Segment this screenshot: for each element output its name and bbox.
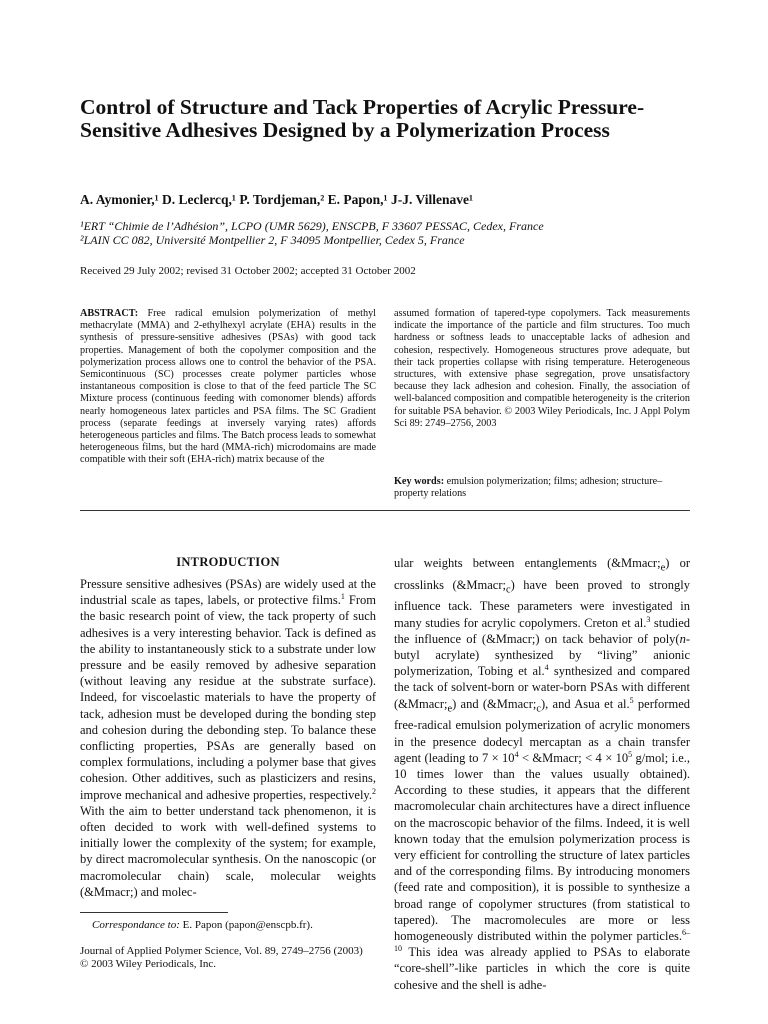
correspondence-note xyxy=(92,919,313,931)
col2-text-12: This idea was already applied to PSAs to elaborate “core-shell”-like particles in which the core is quite cohesive and the shell is adhe- xyxy=(394,945,690,992)
citation-2: 2 xyxy=(372,786,376,796)
journal-citation xyxy=(80,945,376,971)
abstract-column-2: assumed formation of tapered-type copolymers. Tack measurements indicate the importance of the particle and film structures. Too much hardness or softness leads to unacceptable lacks of adhesion and cohesion, respectively. Homogeneous structures prove adequate, but their tack properties collapse with rising temperature. Heterogeneous structures, with extensive phase segregation, prove unsatisfactory because they lack adhesion and cohesion. Finally, the association of well-balanced composition and compatible heterogeneity is the criterion for suitable PSA behavior. © 2003 Wiley Periodicals, Inc. J Appl Polym Sci 89: 2749–2756, 2003 xyxy=(394,308,690,429)
affiliation-1: ¹ERT “Chimie de l’Adhésion”, LCPO (UMR 5629), ENSCPB, F 33607 PESSAC, Cedex, France xyxy=(80,219,544,233)
body-column-1 xyxy=(80,576,376,900)
abstract-text-1: Free radical emulsion polymerization of methyl methacrylate (MMA) and 2-ethylhexyl acrylate (EHA) results in the synthesis of pressure-sensitive adhesives (PSAs) with good tack properties. Management of both the copolymer composition and the polymerization process allows one to control the behavior of the PSA. Semicontinuous (SC) processes create polymer particles whose instantaneous composition is close to that of the feed particle The SC Mixture process (continuous feeding with comonomer blends) affords nearly homogeneous latex particles and PSA films. The SC Gradient process (separate feedings at inversely varying rates) affords heterogeneous particles and films. The Batch process leads to somewhat heterogeneous films, but the hard (MMA-rich) microdomains are made compatible with their soft (EHA-rich) matrix because of the xyxy=(80,308,376,466)
keywords-text: emulsion polymerization; films; adhesion; structure–property relations xyxy=(394,476,663,500)
col2-text-6: synthesized and compared the tack of solvent-born or water-born PSAs with different (&Mmacr; xyxy=(394,664,690,711)
citation-5: 5 xyxy=(629,695,634,705)
col1-text-3: With the aim to better understand tack phenomenon, it is often decided to work with well-defined systems to initially lower the complexity of the system; for example, by direct macromolecular synthesis. On the nanoscopic (or macromolecular chain) scale, molecular weights (&Mmacr;) and molec- xyxy=(80,803,376,899)
journal-line-1: Journal of Applied Polymer Science, Vol. 89, 2749–2756 (2003) xyxy=(80,945,363,957)
subscript-c-2: c xyxy=(536,703,541,715)
author-list: A. Aymonier,¹ D. Leclercq,¹ P. Tordjeman,² E. Papon,¹ J-J. Villenave¹ xyxy=(80,192,473,207)
italic-n: n xyxy=(679,631,686,646)
col2-text-10: < &Mmacr; < 4 × 10 xyxy=(518,750,629,765)
keywords-label: Key words: xyxy=(394,476,445,487)
affiliations xyxy=(80,219,700,247)
subscript-e-1: e xyxy=(660,562,666,574)
citation-3: 3 xyxy=(646,614,651,624)
citation-6-10: 6–10 xyxy=(394,927,690,954)
body-column-2 xyxy=(394,555,690,993)
abstract-label: ABSTRACT: xyxy=(80,308,139,319)
citation-1: 1 xyxy=(340,592,345,602)
correspondence-label: Correspondance to: xyxy=(92,919,180,931)
col1-text-2: From the basic research point of view, the tack property of such adhesives is a very interesting behavior. Tack is defined as the ability to instantaneously stick to a substrate under low pressure and be easily removed by adhesive separation (without leaving any residue at the substrate surface). Indeed, for viscoelastic materials to have the property of tack, adhesion must be developed during the bonding step and cohesion during the debonding step. To balance these conflicting properties, PSAs are generally based on complex formulations, including a polymer base that gives cohesion. Other additives, such as plasticizers and resins, improve mechanical and adhesive properties, respectively. xyxy=(80,593,376,802)
citation-4: 4 xyxy=(544,663,549,673)
col2-text-3: ) have been proved to strongly influence tack. These parameters were investigated in many studies for acrylic copolymers. Creton et al. xyxy=(394,577,690,630)
keywords-block xyxy=(394,476,690,501)
exponent-5: 5 xyxy=(628,749,633,759)
col2-text-9: performed free-radical emulsion polymerization of acrylic monomers in the presence dodecyl mercaptan as a chain transfer agent (leading to 7 × 10 xyxy=(394,696,690,765)
correspondence-text: E. Papon (papon@enscpb.fr). xyxy=(182,919,313,931)
abstract-column-1 xyxy=(80,308,376,467)
subscript-c-1: c xyxy=(505,584,511,596)
section-divider xyxy=(80,510,690,511)
col2-text-8: ), and Asua et al. xyxy=(540,696,630,711)
col2-text-1: ular weights between entanglements (&Mmacr; xyxy=(394,556,661,570)
journal-line-2: © 2003 Wiley Periodicals, Inc. xyxy=(80,958,217,970)
article-title: Control of Structure and Tack Properties of Acrylic Pressure-Sensitive Adhesives Designed by a Polymerization Process xyxy=(80,95,645,142)
col2-text-2: ) or crosslinks (&Mmacr; xyxy=(394,556,690,592)
exponent-4: 4 xyxy=(514,749,519,759)
affiliation-2: ²LAIN CC 082, Université Montpellier 2, F 34095 Montpellier, Cedex 5, France xyxy=(80,233,465,247)
footnote-divider xyxy=(80,912,228,913)
col2-text-4: studied the influence of (&Mmacr;) on tack behavior of poly( xyxy=(394,615,690,646)
col2-text-7: ) and (&Mmacr; xyxy=(452,696,537,711)
col2-text-11: g/mol; i.e., 10 times lower than the values usually obtained). According to these studies, it appears that the different macromolecular chain architectures have a direct influence on the macroscopic behavior of the films. Indeed, it is well known today that the emulsion polymerization process is very efficient for controlling the structure of latex particles and of the corresponding films. By introducing monomers (feed rate and composition), it is possible to synthesize a broad range of copolymer structures (from statistical to tapered). The macromolecules are more or less homogeneously distributed within the polymer particles. xyxy=(394,750,690,943)
subscript-e-2: e xyxy=(447,703,453,715)
received-dates: Received 29 July 2002; revised 31 October 2002; accepted 31 October 2002 xyxy=(80,265,416,277)
col1-text-1: Pressure sensitive adhesives (PSAs) are widely used at the industrial scale as tapes, labels, or protective films. xyxy=(80,577,376,608)
introduction-heading: INTRODUCTION xyxy=(176,555,280,569)
col2-text-5: -butyl acrylate) synthesized by “living” anionic polymerization, Tobing et al. xyxy=(394,631,690,679)
